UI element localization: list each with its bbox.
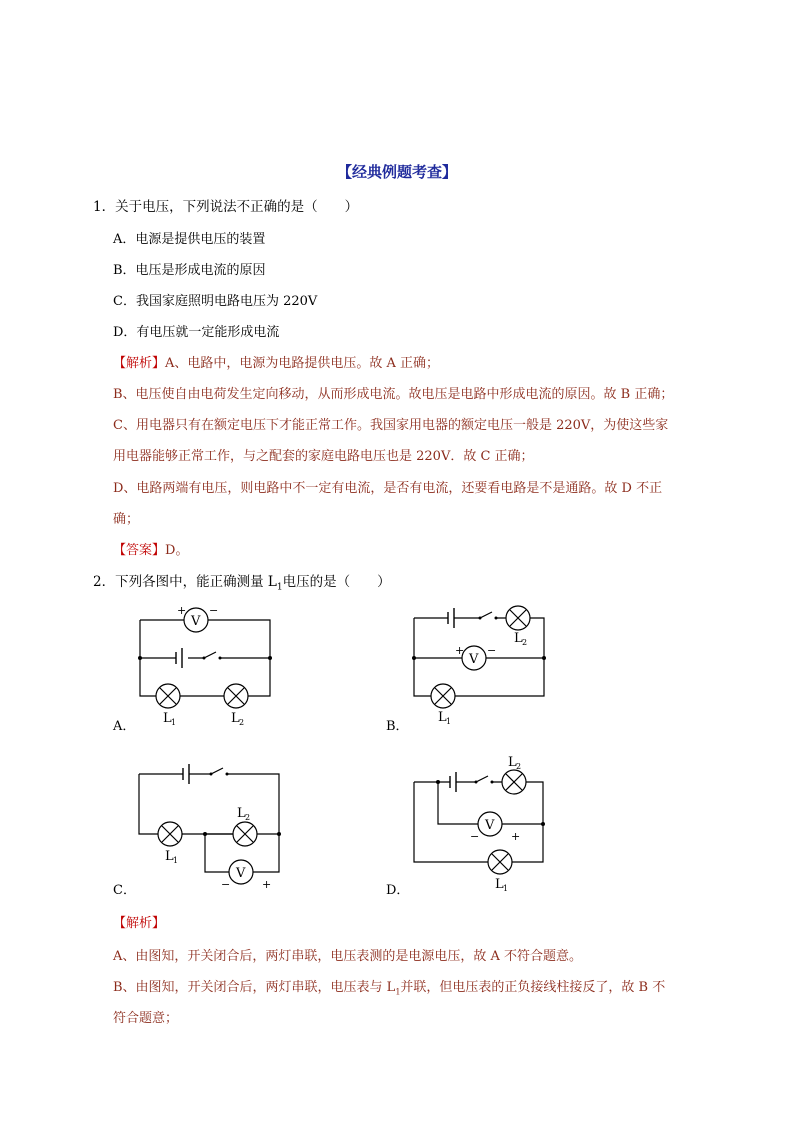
q1-analysis-line-3: C、用电器只有在额定电压下才能正常工作。我国家用电器的额定电压一般是 220V，为使这些家 [113,418,669,433]
lamp-subscript: 2 [239,718,245,727]
q1-answer: 【答案】D。 [113,543,189,558]
lamp-label: L [165,849,174,864]
lamp-label: L [438,710,447,725]
plus-sign: + [262,878,272,891]
q2-analysis-a: A、由图知，开关闭合后，两灯串联，电压表测的是电源电压，故 A 不符合题意。 [113,949,583,964]
lamp-subscript: 1 [173,856,179,865]
lamp-label: L [508,755,517,770]
question-2-stem: 2．下列各图中，能正确测量 $L_1$电压的是（ ） [93,574,391,593]
circuit-d [400,752,570,892]
lamp-label: L [514,631,523,646]
q1-analysis-line-4: 用电器能够正常工作，与之配套的家庭电路电压也是 220V．故 C 正确； [113,449,534,464]
minus-sign: − [209,604,219,617]
q2-analysis-tag: 【解析】 [113,916,166,931]
q1-analysis-tag: 【解析】 [113,356,166,371]
plus-sign: + [455,644,465,657]
lamp-subscript: 1 [171,718,177,727]
q1-analysis-line-2: B、电压使自由电荷发生定向移动，从而形成电流。故电压是电路中形成电流的原因。故 B 正确； [113,387,674,402]
q1-option-a: A．电源是提供电压的装置 [113,232,266,247]
q2-analysis-b-cont: 符合题意； [113,1011,179,1026]
fig-label-b: B． [386,719,409,734]
lamp-label: L [231,711,240,726]
plus-sign: + [511,830,521,843]
section-title: 【经典例题考查】 [336,163,457,181]
lamp-subscript: 2 [516,762,522,771]
voltmeter-label: V [469,652,479,667]
q1-option-c: C．我国家庭照明电路电压为 220V [113,294,318,309]
fig-label-c: C． [113,883,136,898]
voltmeter-label: V [191,614,201,629]
minus-sign: − [470,830,480,843]
q2-analysis-b: B、由图知，开关闭合后，两灯串联，电压表与 $L_1$并联，但电压表的正负接线柱接反了，故 B 不 [113,980,666,997]
voltmeter-label: V [236,866,246,881]
fig-label-a: A． [113,719,136,734]
q1-option-b: B．电压是形成电流的原因 [113,263,266,278]
plus-sign: + [177,604,187,617]
circuit-b [400,596,570,726]
lamp-subscript: 2 [522,638,528,647]
minus-sign: − [221,878,231,891]
lamp-subscript: 1 [446,717,452,726]
lamp-label: L [163,711,172,726]
circuit-a [120,598,300,728]
lamp-subscript: 1 [503,884,509,892]
lamp-label: L [237,806,246,821]
fig-label-d: D． [386,883,410,898]
q1-answer-tag: 【答案】 [113,543,166,558]
q1-option-d: D．有电压就一定能形成电流 [113,325,280,340]
q1-analysis-line-1: 【解析】A、电路中，电源为电路提供电压。故 A 正确； [113,356,440,371]
question-1-stem: 1．关于电压，下列说法不正确的是（ ） [93,199,359,215]
lamp-subscript: 2 [245,813,251,822]
minus-sign: − [487,644,497,657]
q1-analysis-line-6: 确； [113,512,140,527]
circuit-c [125,760,295,895]
q1-analysis-line-5: D、电路两端有电压，则电路中不一定有电流，是否有电流，还要看电路是不是通路。故 D 不正 [113,481,663,496]
voltmeter-label: V [485,818,495,833]
lamp-label: L [495,877,504,892]
